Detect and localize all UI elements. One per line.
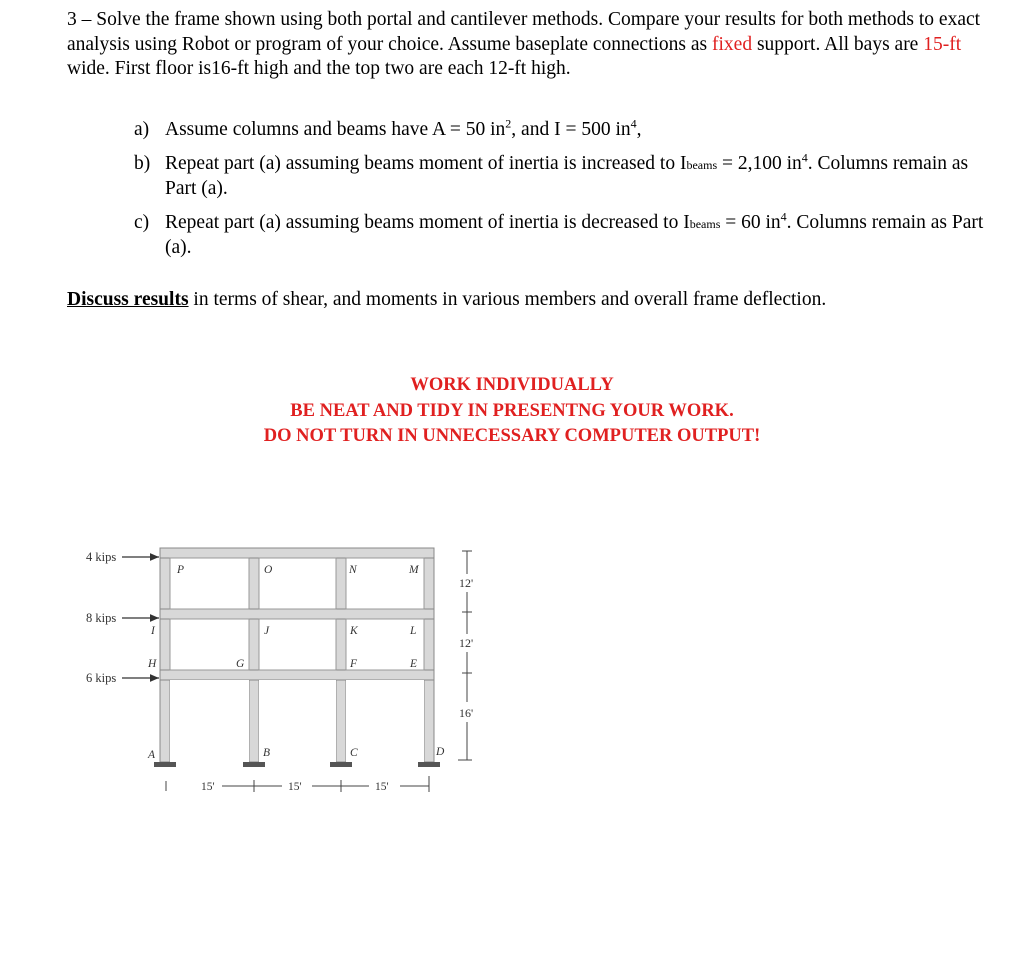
part-c-text: Repeat part (a) assuming beams moment of inertia is decreased to I <box>165 211 690 233</box>
part-b-text-c: . Columns remain as Part (a). <box>165 152 969 199</box>
joint-label-c: C <box>350 747 358 759</box>
height-label-top: 12' <box>459 576 474 590</box>
width-label-1: 15' <box>201 781 215 793</box>
part-b-subscript: beams <box>686 157 718 172</box>
joint-label-a: A <box>148 749 156 761</box>
part-c-marker: c) <box>134 211 150 233</box>
joint-label-m: M <box>409 564 419 576</box>
joint-label-l: L <box>410 625 417 637</box>
column-line-c <box>336 550 346 762</box>
problem-intro-b: support. All bays are <box>752 33 924 55</box>
fixed-highlight: fixed <box>712 33 753 55</box>
bay-width-highlight: 15-ft <box>923 33 962 55</box>
second-floor-beam <box>160 670 434 680</box>
fixed-supports <box>154 762 440 767</box>
part-c-subscript: beams <box>689 216 721 231</box>
discuss-label: Discuss results <box>67 289 189 310</box>
joint-label-j: J <box>264 625 270 637</box>
joint-label-e: E <box>410 658 418 670</box>
warning-line-1: WORK INDIVIDUALLY <box>410 375 614 395</box>
load-label-bottom: 6 kips <box>86 671 117 685</box>
part-a-sup-area: 2 <box>505 116 512 131</box>
discuss-text: in terms of shear, and moments in various members and overall frame deflection. <box>188 289 827 310</box>
joint-label-d: D <box>436 746 445 758</box>
part-a-marker: a) <box>134 119 150 140</box>
part-b-sup: 4 <box>801 150 808 164</box>
height-label-middle: 12' <box>459 636 474 650</box>
warning-line-2: BE NEAT AND TIDY IN PRESENTNG YOUR WORK. <box>290 400 734 421</box>
roof-beam <box>160 548 434 558</box>
support-c <box>330 762 352 767</box>
support-d <box>418 762 440 767</box>
joint-label-b: B <box>263 747 271 759</box>
joint-label-o: O <box>264 564 273 576</box>
width-label-2: 15' <box>288 781 302 793</box>
height-label-bottom: 16' <box>459 706 474 720</box>
joint-label-g: G <box>236 658 245 670</box>
third-floor-beam <box>160 609 434 619</box>
joint-label-k: K <box>350 625 358 637</box>
joint-label-f: F <box>350 658 358 670</box>
support-b <box>243 762 265 767</box>
column-line-b <box>249 550 259 762</box>
width-label-3: 15' <box>375 781 389 793</box>
problem-intro-a: 3 – Solve the frame shown using both portal and cantilever methods. Compare your results for both methods to exact analysis using Robot or program of your choice. Assume baseplate connections as <box>67 9 981 55</box>
warning-line-3: DO NOT TURN IN UNNECESSARY COMPUTER OUTPUT! <box>263 426 761 446</box>
part-c-sup: 4 <box>780 209 787 223</box>
joint-label-i: I <box>151 625 155 637</box>
support-a <box>154 762 176 767</box>
part-a-sup-inertia: 4 <box>630 116 637 131</box>
joint-label-p: P <box>177 564 185 576</box>
column-line-a <box>160 550 170 762</box>
part-b-marker: b) <box>134 152 151 174</box>
part-b-text-b: = 2,100 in <box>717 152 802 174</box>
column-line-d <box>424 550 434 762</box>
part-b-text: Repeat part (a) assuming beams moment of inertia is increased to I <box>165 152 687 174</box>
part-c-text-b: = 60 in <box>720 211 781 233</box>
load-label-top: 4 kips <box>86 550 117 564</box>
part-a-text: Assume columns and beams have A = 50 in <box>165 119 506 140</box>
load-label-middle: 8 kips <box>86 611 117 625</box>
part-a-text-c: , <box>636 119 642 140</box>
part-a-text-b: , and I = 500 in <box>511 119 631 140</box>
joint-label-n: N <box>349 564 357 576</box>
part-c-text-c: . Columns remain as Part (a). <box>165 211 984 258</box>
problem-intro-c: wide. First floor is16-ft high and the top two are each 12-ft high. <box>67 58 571 79</box>
joint-label-h: H <box>148 658 157 670</box>
